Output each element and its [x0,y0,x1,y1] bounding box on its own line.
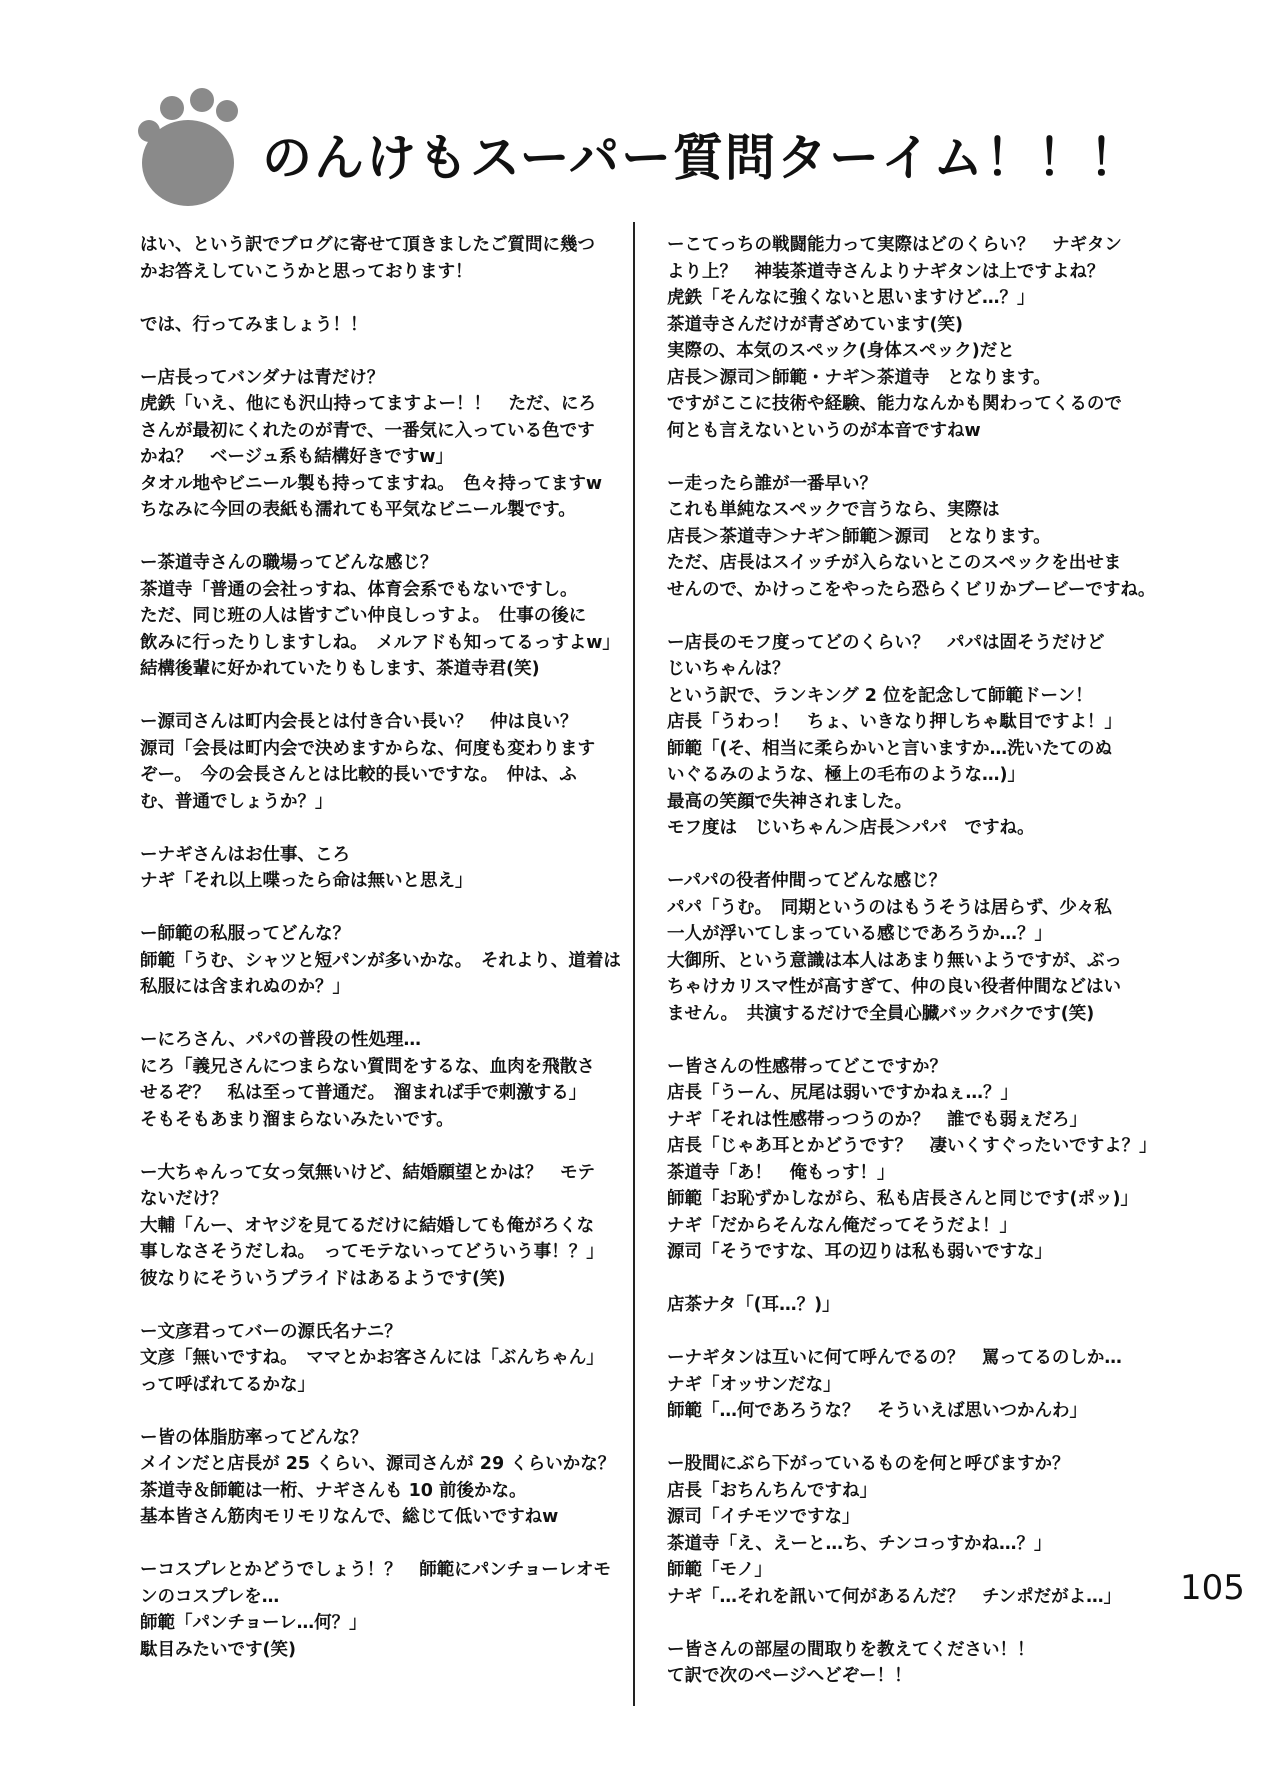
text-line: という訳で、ランキング 2 位を記念して師範ドーン！ [667,685,1093,706]
text-line: さんが最初にくれたのが青で、一番気に入っている色です [140,420,595,441]
text-line: かお答えしていこうかと思っております！ [140,261,473,282]
qa-paragraph [140,1557,632,1663]
column-divider [633,222,635,1706]
text-line: 茶道寺さんだけが青ざめています(笑) [667,314,963,335]
qa-paragraph [667,1637,1159,1690]
text-line: 虎鉄「いえ、他にも沢山持ってますよー！！ ただ、にろ [140,394,597,414]
text-line: 師範「うむ、シャツと短パンが多いかな。 それより、道着は [140,950,621,971]
text-line: ー師範の私服ってどんな？ [140,924,350,944]
text-line: そもそもあまり溜まらないみたいです。 [140,1109,454,1130]
text-line: ナギ「それ以上喋ったら命は無いと思え」 [140,871,473,891]
text-line: ナギ「オッサンだな」 [667,1374,841,1395]
qa-paragraph [667,1292,1159,1319]
text-line: 源司「そうですな、耳の辺りは私も弱いですな」 [667,1242,1052,1262]
qa-paragraph [140,312,632,339]
text-line: 一人が浮いてしまっている感じであろうか…？」 [667,924,1052,944]
text-line: ー皆さんの部屋の間取りを教えてください！！ [667,1639,1035,1660]
paw-print-icon [136,88,246,208]
page-number: 105 [1180,1568,1245,1608]
text-line: ー皆さんの性感帯ってどこですか？ [667,1056,947,1077]
qa-paragraph [667,471,1159,604]
left-column [140,232,632,1690]
text-line: 何とも言えないというのが本音ですねw [667,420,981,441]
text-line: ません。 共演するだけで全員心臓バックバクです(笑) [667,1003,1095,1024]
text-line: ないだけ？ [140,1189,228,1209]
text-line: 私服には含まれぬのか？」 [140,977,350,997]
text-line: ンのコスプレを… [140,1586,280,1607]
text-line: ー店長のモフ度ってどのくらい？ パパは固そうだけど [667,632,1105,653]
text-line: ナギ「だからそんなん俺だってそうだよ！」 [667,1215,1017,1236]
text-line: 駄目みたいです(笑) [140,1639,296,1660]
text-line: て訳で次のページへどぞー！！ [667,1666,912,1686]
text-line: 大御所、という意識は本人はあまり無いようですが、ぶっ [667,950,1122,971]
qa-paragraph [667,868,1159,1027]
text-line: ー股間にぶら下がっているものを何と呼びますか？ [667,1454,1070,1474]
text-line: ーこてっちの戦闘能力って実際はどのくらい？ ナギタン [667,235,1122,255]
text-line: より上？ 神装茶道寺さんよりナギタンは上ですよね？ [667,261,1105,282]
text-line: じいちゃんは？ [667,659,790,679]
qa-paragraph [140,1425,632,1531]
text-line: せるぞ？ 私は至って普通だ。 溜まれば手で刺激する」 [140,1083,587,1103]
text-line: ーナギさんはお仕事、ころ [140,844,350,865]
page-title: のんけもスーパー質問ターイム！！！ [262,129,1141,187]
text-line: 茶道寺＆師範は一桁、ナギさんも 10 前後かな。 [140,1480,527,1501]
text-line: メインだと店長が 25 くらい、源司さんが 29 くらいかな？ [140,1454,616,1474]
text-line: ぞー。 今の会長さんとは比較的長いですな。 仲は、ふ [140,765,577,785]
text-line: 店長＞茶道寺＞ナギ＞師範＞源司 となります。 [667,526,1051,547]
text-line: 店長「おちんちんですね」 [667,1480,877,1501]
text-line: ただ、同じ班の人は皆すごい仲良しっすよ。 仕事の後に [140,606,587,626]
text-line: かね？ ベージュ系も結構好きですw」 [140,447,453,467]
text-line: タオル地やビニール製も持ってますね。 色々持ってますw [140,473,603,494]
text-line: せんので、かけっこをやったら恐らくビリかブービーですね。 [667,579,1156,600]
text-line: ちゃけカリスマ性が高すぎて、仲の良い役者仲間などはい [667,977,1121,997]
qa-paragraph [140,365,632,524]
right-column [667,232,1159,1716]
qa-paragraph [667,1345,1159,1425]
qa-paragraph [667,232,1159,444]
text-line: ー文彦君ってバーの源氏名ナニ？ [140,1321,402,1342]
qa-paragraph [667,1451,1159,1610]
text-line: ーにろさん、パパの普段の性処理… [140,1030,422,1050]
text-line: 師範「…何であろうな？ そういえば思いつかんわ」 [667,1401,1087,1421]
qa-paragraph [140,1319,632,1399]
text-line: 師範「お恥ずかしながら、私も店長さんと同じです(ポッ)」 [667,1189,1138,1209]
qa-paragraph [140,1027,632,1133]
text-line: ーパパの役者仲間ってどんな感じ？ [667,871,947,891]
qa-paragraph [140,842,632,895]
text-line: 結構後輩に好かれていたりもします、茶道寺君(笑) [140,659,540,679]
qa-paragraph [140,1160,632,1293]
qa-paragraph [140,709,632,815]
text-line: ですがここに技術や経験、能力なんかも関わってくるので [667,394,1122,414]
text-line: 源司「イチモツですな」 [667,1507,860,1527]
qa-paragraph [667,630,1159,842]
text-line: ー走ったら誰が一番早い？ [667,473,877,494]
text-line: 最高の笑顔で失神されました。 [667,791,912,812]
text-line: って呼ばれてるかな」 [140,1374,315,1395]
qa-paragraph [667,1054,1159,1266]
text-line: ーナギタンは互いに何て呼んでるの？ 罵ってるのしか… [667,1348,1122,1368]
text-line: 店茶ナタ「(耳…？)」 [667,1295,840,1315]
text-line: はい、という訳でブログに寄せて頂きましたご質問に幾つ [140,235,595,255]
qa-paragraph [140,232,632,285]
text-line: 茶道寺「あ！ 俺もっす！」 [667,1162,895,1183]
text-line: いぐるみのような、極上の毛布のような…)」 [667,765,1025,785]
text-line: ー店長ってバンダナは青だけ？ [140,367,385,388]
text-line: 虎鉄「そんなに強くないと思いますけど…？」 [667,288,1035,308]
text-line: ー皆の体脂肪率ってどんな？ [140,1427,368,1448]
text-line: ーコスプレとかどうでしょう！？ 師範にパンチョーレオモ [140,1560,611,1580]
text-line: 実際の、本気のスペック(身体スペック)だと [667,341,1015,361]
text-line: 店長「うーん、尻尾は弱いですかねぇ…？」 [667,1083,1019,1103]
text-line: 店長「じゃあ耳とかどうです？ 凄いくすぐったいですよ？」 [667,1136,1157,1156]
text-line: む、普通でしょうか？」 [140,791,333,812]
text-line: 師範「(そ、相当に柔らかいと言いますか…洗いたてのぬ [667,738,1113,759]
text-line: 飲みに行ったりしますしね。 メルアドも知ってるっすよw」 [140,632,620,653]
text-line: ナギ「…それを訊いて何があるんだ？ チンポだがよ…」 [667,1586,1122,1607]
text-line: 事しなさそうだしね。 ってモテないってどういう事！？」 [140,1242,604,1262]
text-line: ー源司さんは町内会長とは付き合い長い？ 仲は良い？ [140,712,578,732]
text-line: 茶道寺「え、えーと…ち、チンコっすかね…？」 [667,1533,1052,1554]
text-line: 基本皆さん筋肉モリモリなんで、総じて低いですねw [140,1507,559,1527]
text-line: ー大ちゃんって女っ気無いけど、結婚願望とかは？ モテ [140,1162,595,1183]
text-line: にろ「義兄さんにつまらない質問をするな、血肉を飛散さ [140,1056,595,1077]
text-line: 源司「会長は町内会で決めますからな、何度も変わります [140,738,595,759]
text-line: ー茶道寺さんの職場ってどんな感じ？ [140,553,438,573]
text-line: ちなみに今回の表紙も濡れても平気なビニール製です。 [140,500,576,520]
text-line: パパ「うむ。 同期というのはもうそうは居らず、少々私 [667,897,1112,918]
text-line: ただ、店長はスイッチが入らないとこのスペックを出せま [667,553,1122,573]
text-line: では、行ってみましょう！！ [140,314,368,335]
text-line: 店長「うわっ！ ちょ、いきなり押しちゃ駄目ですよ！」 [667,712,1122,732]
text-line: 文彦「無いですね。 ママとかお客さんには「ぶんちゃん」 [140,1348,604,1368]
text-line: 彼なりにそういうプライドはあるようです(笑) [140,1268,506,1289]
text-line: これも単純なスペックで言うなら、実際は [667,500,1000,520]
text-line: 大輔「んー、オヤジを見てるだけに結婚しても俺がろくな [140,1215,595,1236]
text-line: 師範「モノ」 [667,1560,772,1580]
qa-paragraph [140,921,632,1001]
text-line: 店長＞源司＞師範・ナギ＞茶道寺 となります。 [667,367,1051,388]
text-line: 茶道寺「普通の会社っすね、体育会系でもないですし。 [140,579,578,600]
text-line: ナギ「それは性感帯っつうのか？ 誰でも弱ぇだろ」 [667,1109,1087,1130]
text-line: モフ度は じいちゃん＞店長＞パパ ですね。 [667,818,1035,838]
qa-paragraph [140,550,632,683]
text-line: 師範「パンチョーレ…何？」 [140,1613,367,1633]
